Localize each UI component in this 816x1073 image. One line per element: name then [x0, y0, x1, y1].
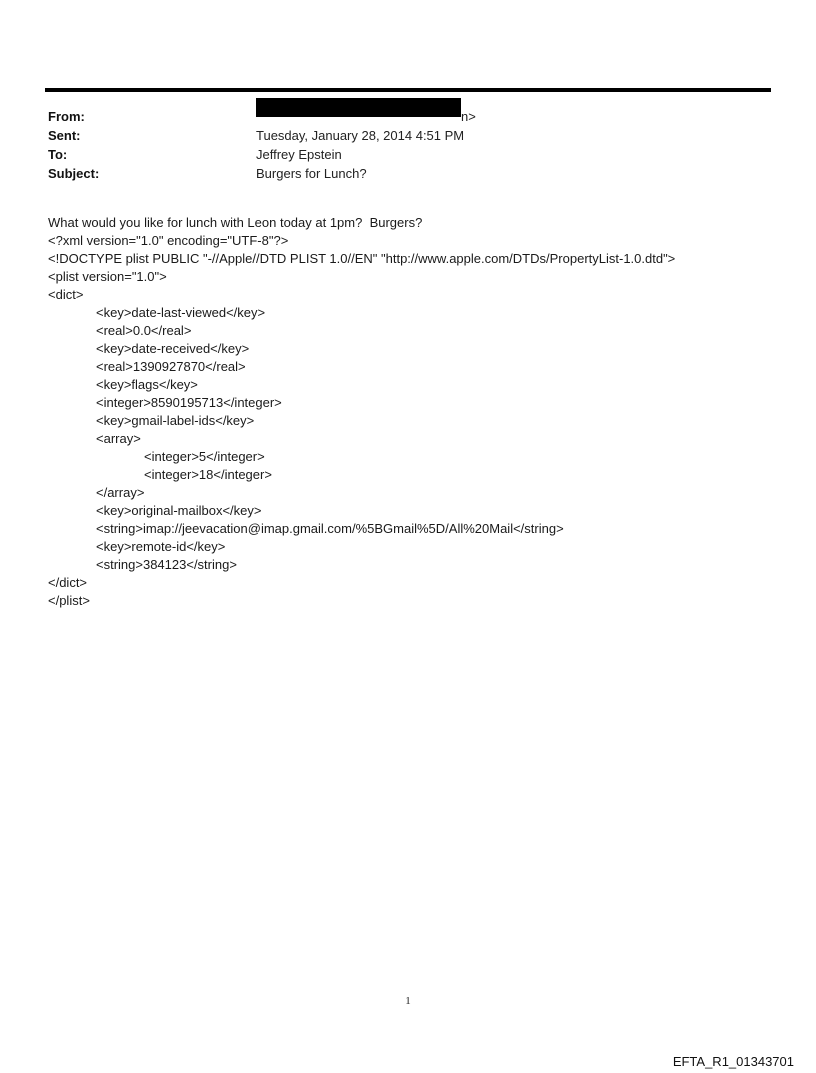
document-id: EFTA_R1_01343701 [672, 1054, 794, 1069]
email-body [48, 214, 748, 610]
from-value [256, 107, 476, 126]
xml-line: <key>date-last-viewed</key> [96, 305, 266, 320]
xml-line: <key>flags</key> [96, 377, 198, 392]
to-row [48, 145, 748, 164]
xml-line: <integer>5</integer> [144, 449, 265, 464]
xml-line: <!DOCTYPE plist PUBLIC "-//Apple//DTD PLIST 1.0//EN" "http://www.apple.com/DTDs/PropertyList-1.0.dtd"> [48, 251, 676, 266]
xml-line: <integer>8590195713</integer> [96, 395, 282, 410]
subject-label: Subject: [48, 166, 100, 181]
xml-line: <key>date-received</key> [96, 341, 250, 356]
sent-label: Sent: [48, 128, 81, 143]
from-value-suffix: n> [461, 109, 476, 124]
header-rule [45, 88, 771, 92]
xml-line: <plist version="1.0"> [48, 269, 167, 284]
xml-line: <array> [96, 431, 141, 446]
xml-line: </dict> [48, 575, 88, 590]
subject-row [48, 164, 748, 183]
sent-row [48, 126, 748, 145]
message-line: What would you like for lunch with Leon today at 1pm? Burgers? [48, 215, 423, 230]
sent-value: Tuesday, January 28, 2014 4:51 PM [256, 128, 465, 143]
xml-line: <real>0.0</real> [96, 323, 192, 338]
xml-line: <key>gmail-label-ids</key> [96, 413, 255, 428]
page-number: 1 [405, 995, 411, 1007]
xml-line: <integer>18</integer> [144, 467, 272, 482]
xml-line: </plist> [48, 593, 90, 608]
xml-line: <dict> [48, 287, 84, 302]
xml-line: <real>1390927870</real> [96, 359, 246, 374]
to-label: To: [48, 147, 68, 162]
xml-line: <string>imap://jeevacation@imap.gmail.com/%5BGmail%5D/All%20Mail</string> [96, 521, 564, 536]
xml-line: </array> [96, 485, 145, 500]
from-label: From: [48, 109, 85, 124]
to-value: Jeffrey Epstein [256, 147, 342, 162]
xml-line: <key>original-mailbox</key> [96, 503, 262, 518]
subject-value: Burgers for Lunch? [256, 166, 367, 181]
from-row [48, 107, 748, 126]
xml-line: <?xml version="1.0" encoding="UTF-8"?> [48, 233, 289, 248]
xml-line: <string>384123</string> [96, 557, 237, 572]
redaction-block [256, 98, 461, 117]
xml-line: <key>remote-id</key> [96, 539, 226, 554]
email-header [48, 107, 748, 183]
